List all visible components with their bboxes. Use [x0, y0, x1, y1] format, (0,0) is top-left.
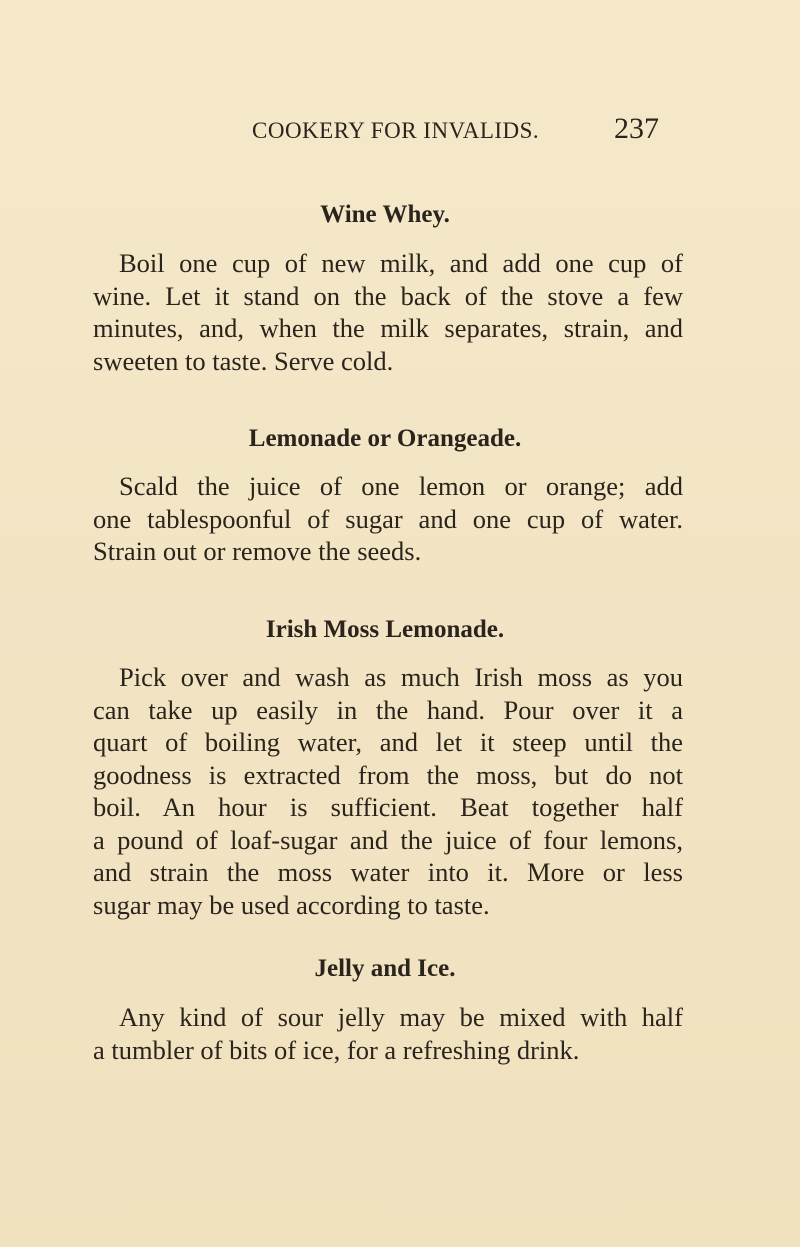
recipe-body-wine-whey — [93, 247, 683, 377]
text-line: quart of boiling water, and let it steep until the — [93, 727, 683, 757]
text-line: Strain out or remove the seeds. — [93, 536, 422, 566]
text-line: sweeten to taste. Serve cold. — [93, 345, 394, 376]
page-number: 237 — [614, 112, 659, 145]
recipe-body-irish-moss — [93, 661, 683, 921]
text-line: and strain the moss water into it. More or less — [93, 857, 683, 887]
text-line: wine. Let it stand on the back of the stove a few — [93, 280, 683, 311]
text-line: one tablespoonful of sugar and one cup of water. — [93, 503, 683, 534]
text-line: Any kind of sour jelly may be mixed with half — [119, 1002, 683, 1032]
text-line: sugar may be used according to taste. — [93, 889, 490, 920]
text-line: a pound of loaf-sugar and the juice of four lemons, — [93, 824, 683, 855]
text-line: Pick over and wash as much Irish moss as you — [119, 662, 683, 692]
text-line: Boil one cup of new milk, and add one cup of — [119, 248, 683, 278]
recipe-title-irish-moss: Irish Moss Lemonade. — [265, 616, 505, 643]
running-head: COOKERY FOR INVALIDS. — [252, 118, 540, 143]
recipe-body-lemonade — [93, 470, 683, 568]
text-line: minutes, and, when the milk separates, strain, and — [93, 313, 683, 343]
recipe-title-lemonade: Lemonade or Orangeade. — [248, 425, 522, 452]
text-line: can take up easily in the hand. Pour over it a — [93, 694, 683, 725]
recipe-title-wine-whey: Wine Whey. — [320, 201, 450, 228]
text-line: Scald the juice of one lemon or orange; add — [119, 471, 683, 501]
text-line: a tumbler of bits of ice, for a refreshing drink. — [93, 1034, 580, 1065]
recipe-body-jelly-ice — [93, 1001, 683, 1066]
recipe-title-jelly-ice: Jelly and Ice. — [314, 955, 456, 982]
text-line: goodness is extracted from the moss, but do not — [93, 759, 683, 790]
text-line: boil. An hour is sufficient. Beat together half — [93, 792, 683, 822]
